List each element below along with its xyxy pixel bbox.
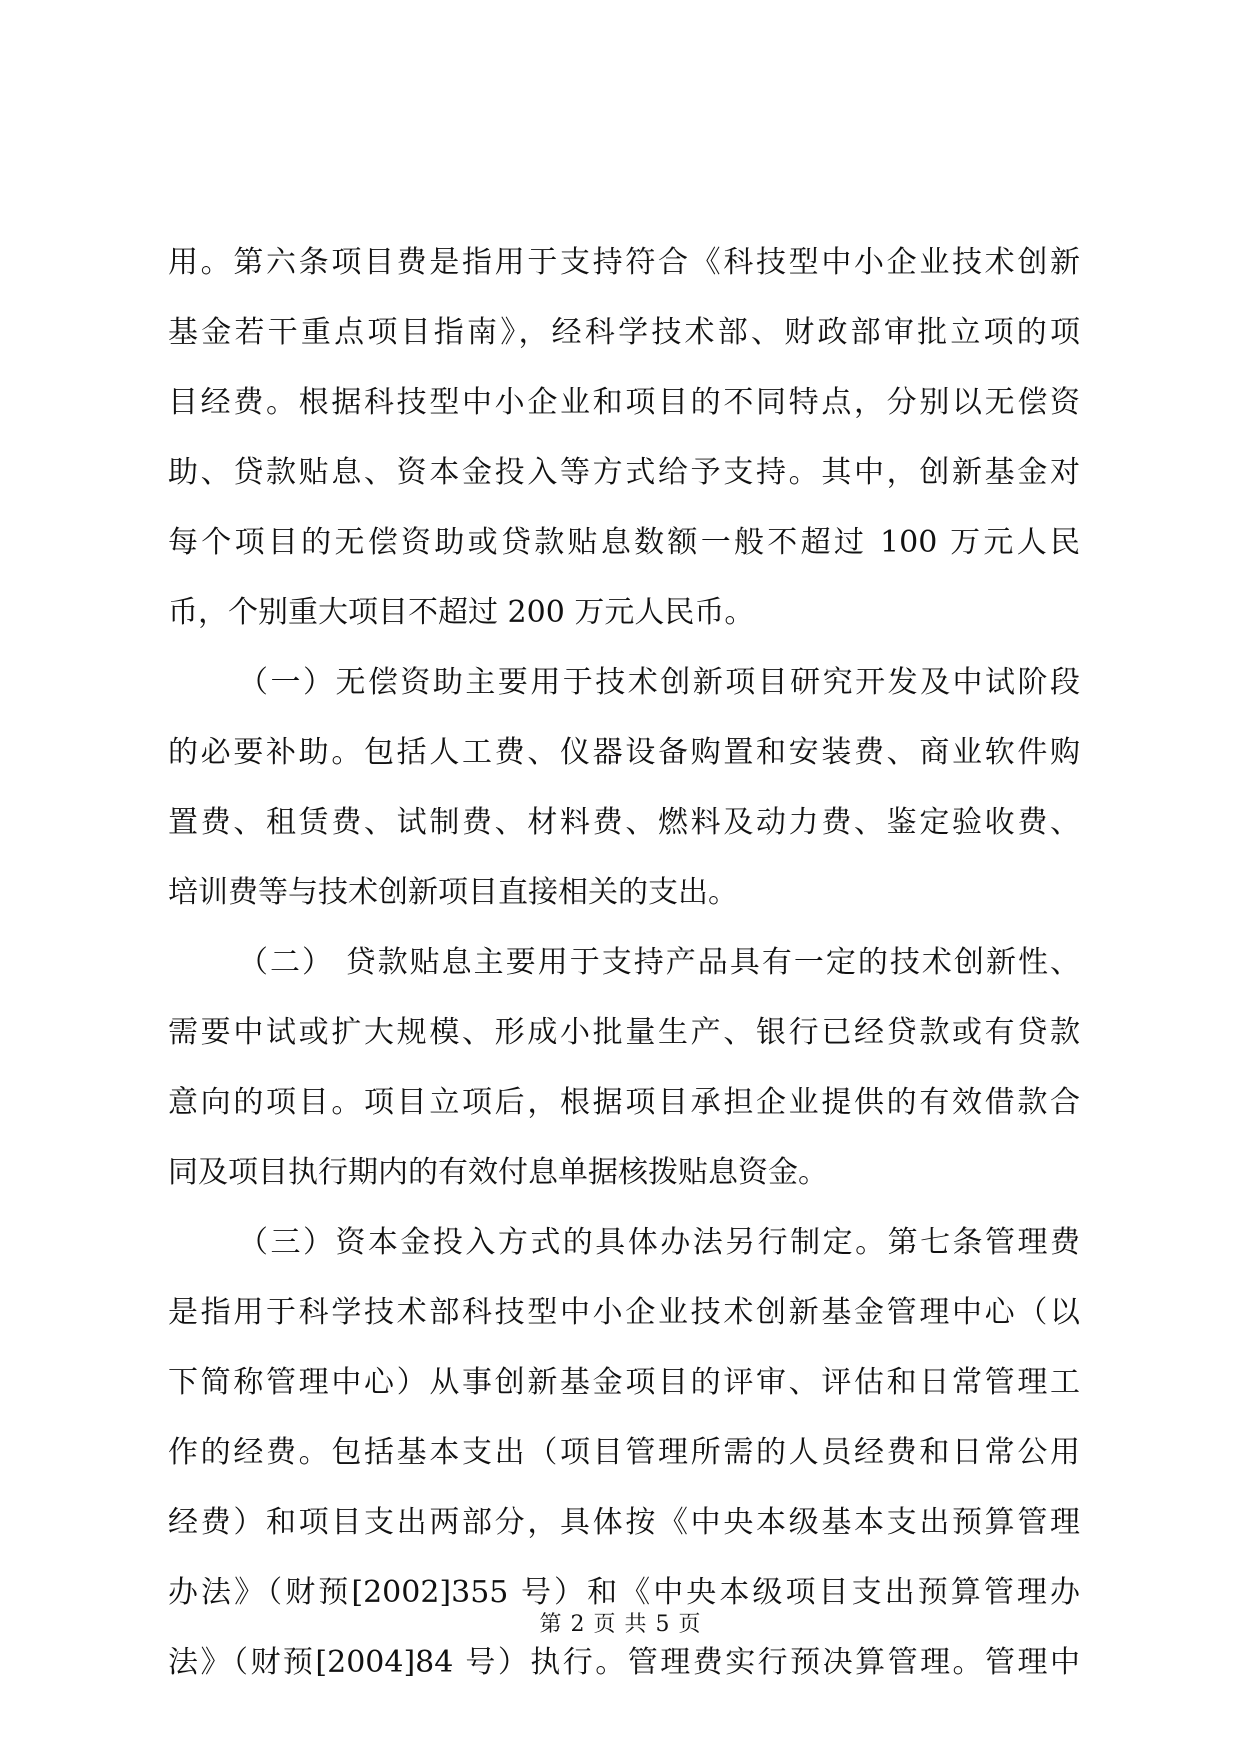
text-line: （一）无偿资助主要用于技术创新项目研究开发及中试阶段 xyxy=(238,665,1080,700)
text-line: 办法》（财预[2002]355 号）和《中央本级项目支出预算管理办 xyxy=(168,1575,1080,1610)
text-line: 助、贷款贴息、资本金投入等方式给予支持。其中，创新基金对 xyxy=(168,455,1080,490)
page-number-footer: 第 2 页 共 5 页 xyxy=(539,1612,702,1637)
text-line: 置费、租赁费、试制费、材料费、燃料及动力费、鉴定验收费、 xyxy=(168,805,1080,840)
text-line: （三）资本金投入方式的具体办法另行制定。第七条管理费 xyxy=(238,1225,1080,1260)
text-line: 用。第六条项目费是指用于支持符合《科技型中小企业技术创新 xyxy=(168,245,1080,280)
paragraph-2 xyxy=(168,648,1080,928)
text-line: 作的经费。包括基本支出（项目管理所需的人员经费和日常公用 xyxy=(168,1435,1080,1470)
text-line: 的必要补助。包括人工费、仪器设备购置和安装费、商业软件购 xyxy=(168,735,1080,770)
text-line: 币，个别重大项目不超过 200 万元人民币。 xyxy=(168,595,755,630)
text-line: 目经费。根据科技型中小企业和项目的不同特点，分别以无偿资 xyxy=(168,385,1080,420)
document-body xyxy=(168,228,1080,1698)
text-line: 需要中试或扩大规模、形成小批量生产、银行已经贷款或有贷款 xyxy=(168,1015,1080,1050)
text-line: 同及项目执行期内的有效付息单据核拨贴息资金。 xyxy=(168,1155,828,1190)
text-line: 基金若干重点项目指南》，经科学技术部、财政部审批立项的项 xyxy=(168,315,1080,350)
text-line: 经费）和项目支出两部分，具体按《中央本级基本支出预算管理 xyxy=(168,1505,1080,1540)
paragraph-1 xyxy=(168,228,1080,648)
paragraph-3 xyxy=(168,928,1080,1208)
text-line: 是指用于科学技术部科技型中小企业技术创新基金管理中心（以 xyxy=(168,1295,1080,1330)
text-line: （二） 贷款贴息主要用于支持产品具有一定的技术创新性、 xyxy=(238,945,1080,980)
text-line: 法》（财预[2004]84 号）执行。管理费实行预决算管理。管理中 xyxy=(168,1645,1080,1680)
text-line: 培训费等与技术创新项目直接相关的支出。 xyxy=(168,875,738,910)
text-line: 每个项目的无偿资助或贷款贴息数额一般不超过 100 万元人民 xyxy=(168,525,1080,560)
text-line: 意向的项目。项目立项后，根据项目承担企业提供的有效借款合 xyxy=(168,1085,1080,1120)
text-line: 下简称管理中心）从事创新基金项目的评审、评估和日常管理工 xyxy=(168,1365,1080,1400)
